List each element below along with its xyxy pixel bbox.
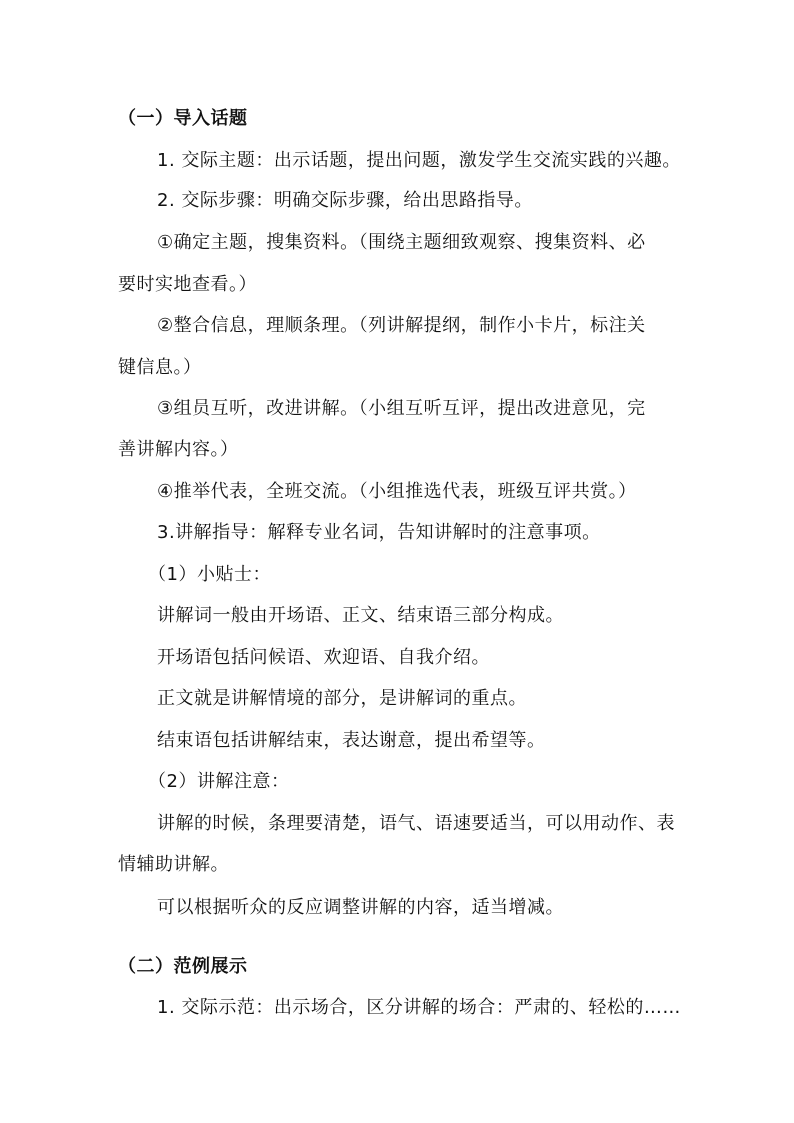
paragraph: 键信息。）	[118, 357, 202, 378]
paragraph: 开场语包括问候语、欢迎语、自我介绍。	[157, 647, 490, 668]
paragraph: 结束语包括讲解结束，表达谢意，提出希望等。	[157, 730, 546, 751]
sub-heading: （2）讲解注意：	[148, 771, 290, 792]
paragraph: 善讲解内容。）	[118, 439, 239, 460]
paragraph: 1. 交际主题：出示话题，提出问题，激发学生交流实践的兴趣。	[157, 150, 681, 171]
paragraph: ④推举代表，全班交流。（小组推选代表，班级互评共赏。）	[157, 481, 637, 502]
paragraph: 正文就是讲解情境的部分，是讲解词的重点。	[157, 688, 527, 709]
paragraph: 3.讲解指导：解释专业名词，告知讲解时的注意事项。	[157, 522, 601, 543]
paragraph: 2. 交际步骤：明确交际步骤，给出思路指导。	[157, 190, 533, 211]
paragraph: ①确定主题，搜集资料。（围绕主题细致观察、搜集资料、必	[157, 232, 646, 253]
paragraph: 讲解词一般由开场语、正文、结束语三部分构成。	[157, 605, 564, 626]
section-heading-intro: （一）导入话题	[118, 108, 248, 129]
sub-heading: （1）小贴士：	[148, 564, 271, 585]
section-heading-examples: （二）范例展示	[118, 956, 248, 977]
paragraph: 1. 交际示范：出示场合，区分讲解的场合：严肃的、轻松的……	[157, 997, 681, 1018]
paragraph: 讲解的时候，条理要清楚，语气、语速要适当，可以用动作、表	[157, 813, 675, 834]
paragraph: 可以根据听众的反应调整讲解的内容，适当增减。	[157, 897, 564, 918]
paragraph: 要时实地查看。）	[118, 274, 257, 295]
paragraph: ②整合信息，理顺条理。（列讲解提纲，制作小卡片，标注关	[157, 315, 646, 336]
paragraph: ③组员互听，改进讲解。（小组互听互评，提出改进意见，完	[157, 398, 646, 419]
paragraph: 情辅助讲解。	[118, 854, 229, 875]
